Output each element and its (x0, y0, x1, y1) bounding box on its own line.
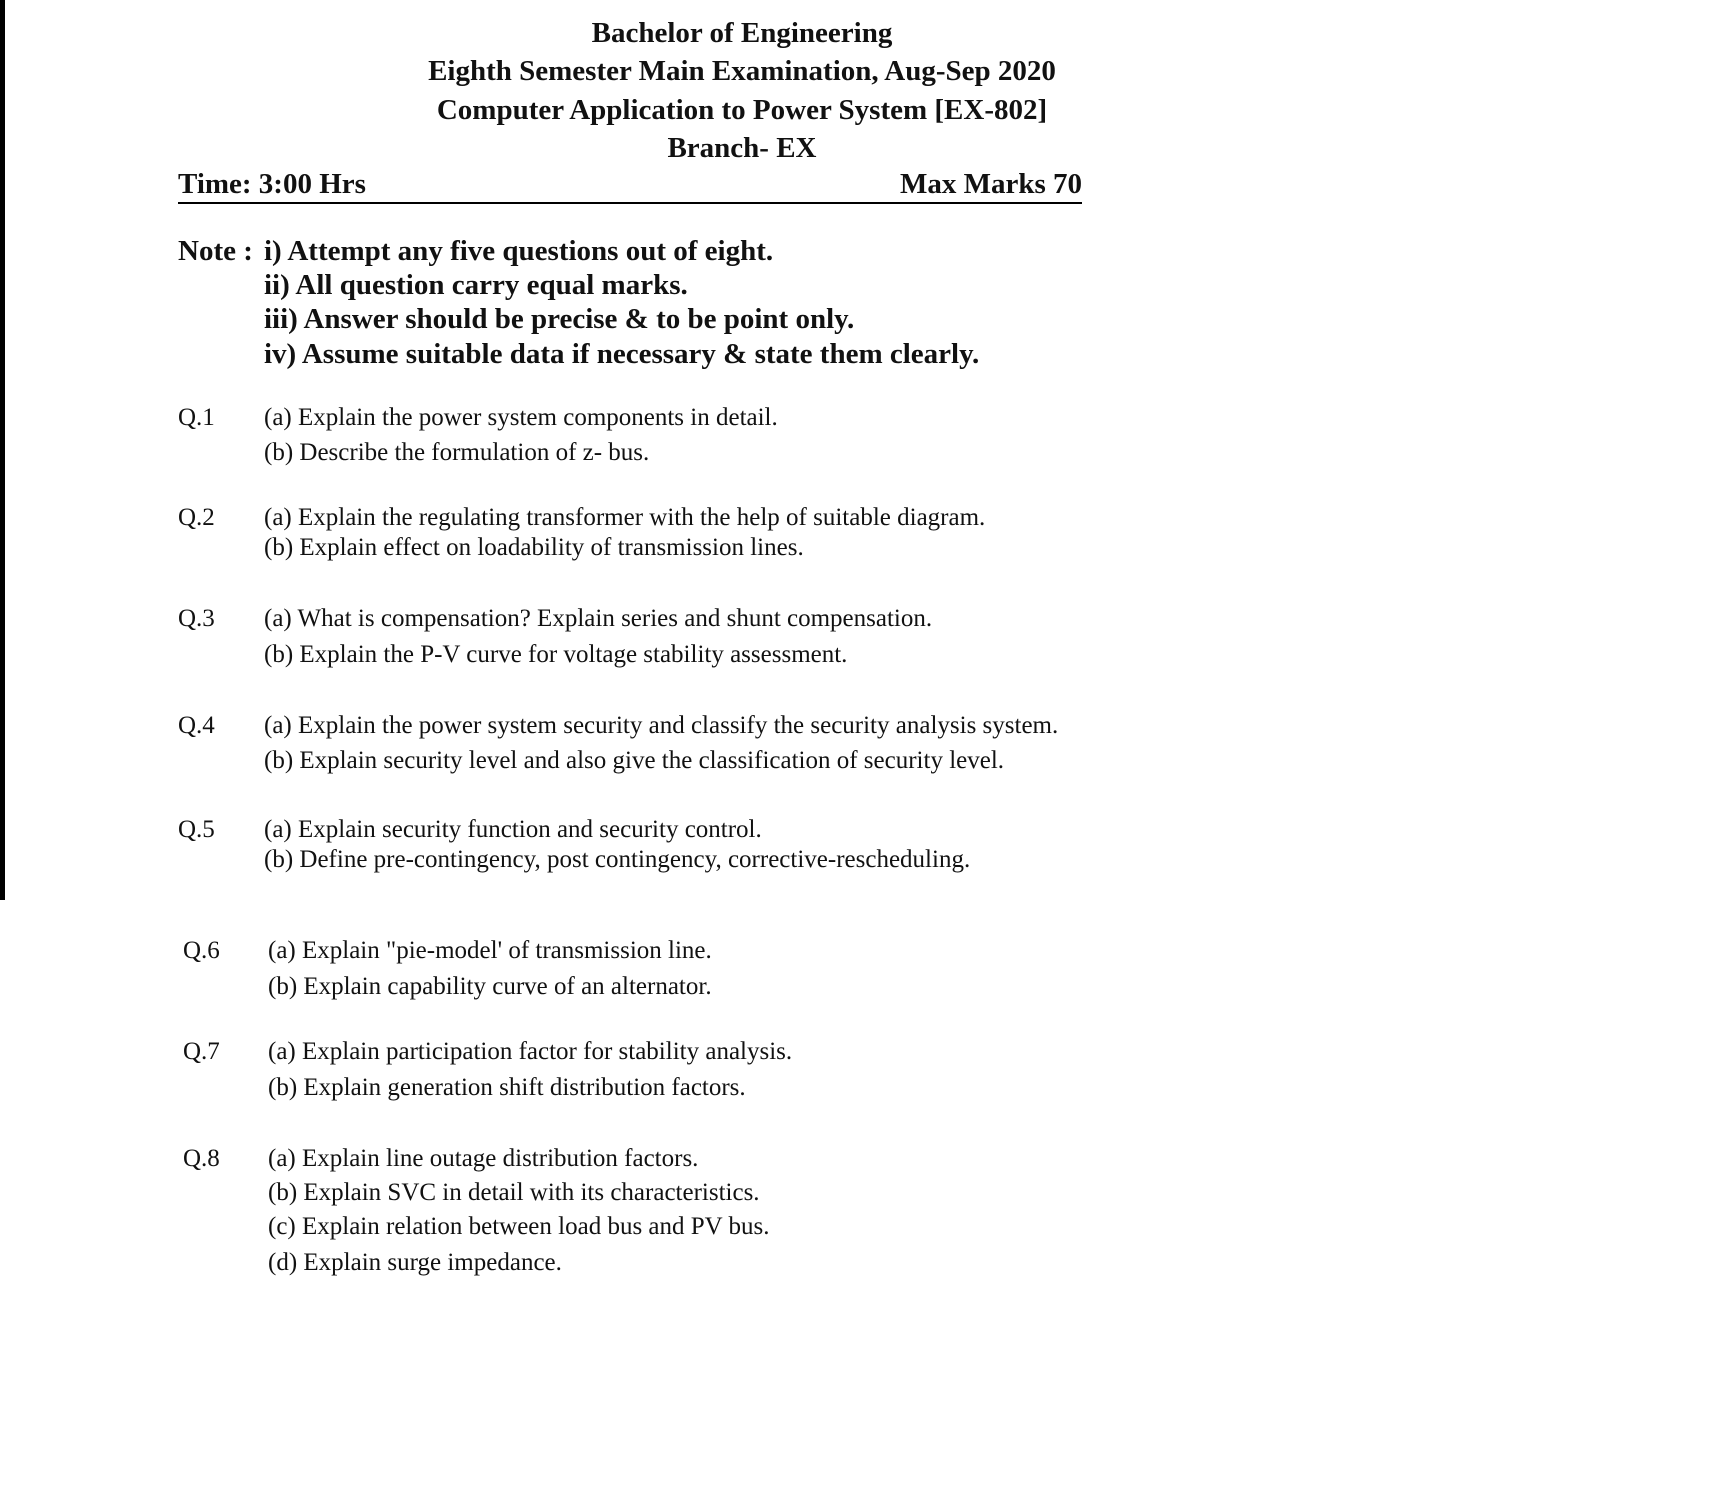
question-part: (a) Explain the power system security and classify the security analysis system. (264, 712, 1059, 739)
question-part: (c) Explain relation between load bus and PV bus. (268, 1213, 770, 1240)
question-part: (b) Explain capability curve of an alternator. (268, 973, 712, 1000)
question-part: (b) Define pre-contingency, post contingency, corrective-rescheduling. (264, 846, 971, 873)
question-number: Q.2 (178, 504, 215, 531)
question-number: Q.6 (183, 937, 220, 964)
question-number: Q.3 (178, 605, 215, 632)
question-part: (b) Explain SVC in detail with its characteristics. (268, 1179, 760, 1206)
question-part: (a) Explain participation factor for stability analysis. (268, 1038, 793, 1065)
time-marks-row (178, 166, 1082, 204)
note-item: ii) All question carry equal marks. (264, 269, 688, 301)
branch-title: Branch- EX (667, 132, 817, 164)
question-part: (d) Explain surge impedance. (268, 1249, 562, 1276)
note-item: iii) Answer should be precise & to be point only. (264, 303, 855, 335)
note-item: i) Attempt any five questions out of eight. (264, 235, 774, 267)
degree-title: Bachelor of Engineering (591, 17, 893, 49)
question-part: (b) Describe the formulation of z- bus. (264, 439, 650, 466)
subject-title: Computer Application to Power System [EX-802] (436, 94, 1048, 126)
question-part: (a) Explain "pie-model' of transmission line. (268, 937, 712, 964)
question-part: (a) Explain the regulating transformer with the help of suitable diagram. (264, 504, 986, 531)
question-part: (b) Explain generation shift distribution factors. (268, 1074, 746, 1101)
max-marks-label: Max Marks 70 (899, 168, 1082, 200)
note-label: Note : (178, 235, 253, 267)
question-number: Q.4 (178, 712, 215, 739)
question-number: Q.1 (178, 404, 215, 431)
question-part: (b) Explain security level and also give the classification of security level. (264, 747, 1005, 774)
question-number: Q.7 (183, 1038, 220, 1065)
question-part: (a) Explain security function and security control. (264, 816, 762, 843)
question-part: (a) Explain line outage distribution factors. (268, 1145, 699, 1172)
question-part: (a) Explain the power system components in detail. (264, 404, 778, 431)
question-part: (b) Explain the P-V curve for voltage stability assessment. (264, 641, 848, 668)
question-number: Q.5 (178, 816, 215, 843)
exam-title: Eighth Semester Main Examination, Aug-Sep 2020 (428, 55, 1056, 87)
time-label: Time: 3:00 Hrs (178, 168, 366, 200)
question-part: (b) Explain effect on loadability of transmission lines. (264, 534, 804, 561)
note-item: iv) Assume suitable data if necessary & state them clearly. (264, 338, 980, 370)
question-number: Q.8 (183, 1145, 220, 1172)
question-part: (a) What is compensation? Explain series and shunt compensation. (264, 605, 933, 632)
